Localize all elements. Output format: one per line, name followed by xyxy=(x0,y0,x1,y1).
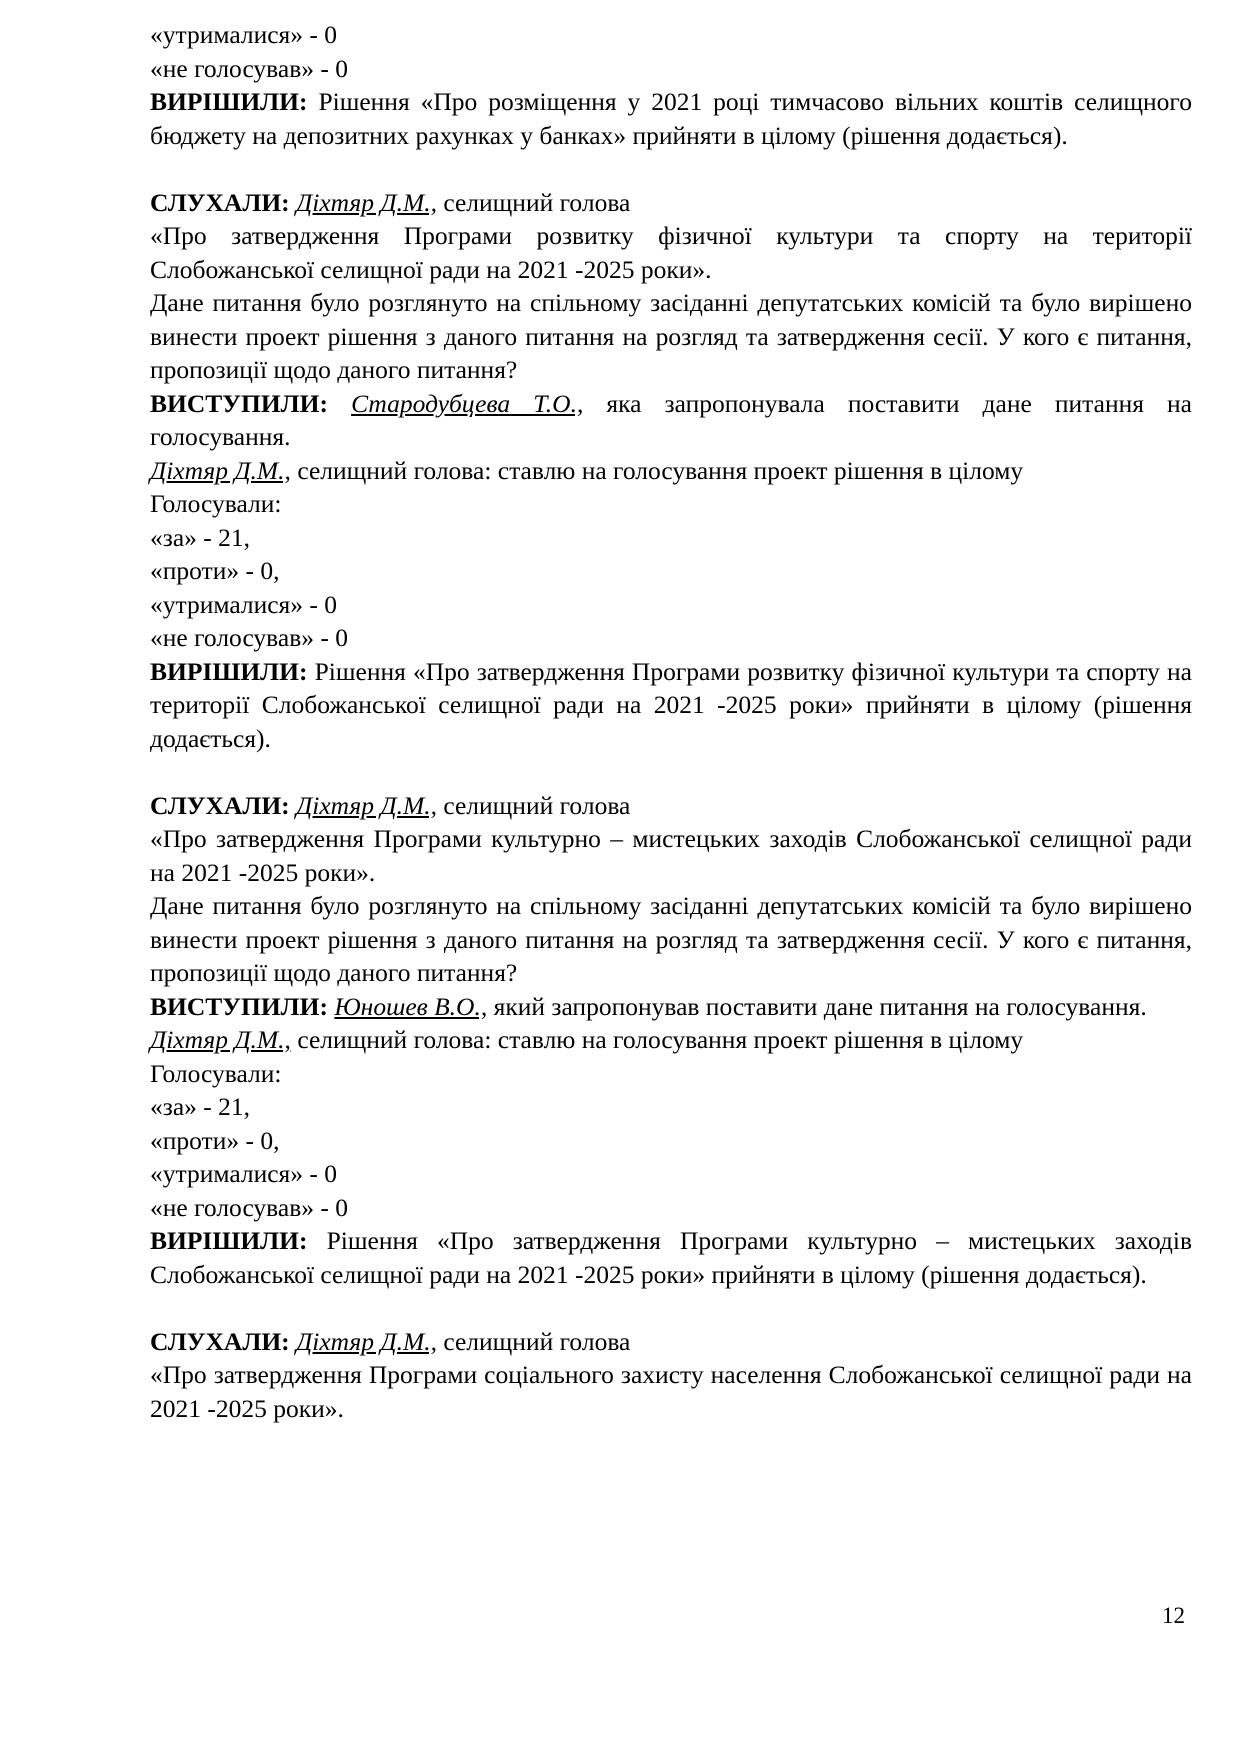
decision-text: Рішення «Про затвердження Програми розвитку фізичної культури та спорту на території Слобожанської селищної ради на 2021 -2025 роки» прийняти в цілому (рішення додається). xyxy=(150,656,1192,753)
heard-line xyxy=(150,789,1192,823)
speaker-role: селищний голова xyxy=(436,1326,631,1356)
chair-name: Діхтяр Д.М., xyxy=(150,1025,291,1054)
info-paragraph: Дане питання було розглянуто на спільному засіданні депутатських комісій та було вирішено винести проект рішення з даного питання на розгляд та затвердження сесії. У кого є питання, пропозиції щодо даного питання? xyxy=(150,288,1192,384)
voted-label: Голосували: xyxy=(150,489,282,518)
document-page xyxy=(150,18,1192,1425)
chair-text: селищний голова: ставлю на голосування проект рішення в цілому xyxy=(290,455,1024,485)
decision-paragraph xyxy=(150,85,1192,152)
section-gap xyxy=(150,152,1192,186)
decision-text: Рішення «Про затвердження Програми культурно – мистецьких заходів Слобожанської селищної ради на 2021 -2025 роки» прийняти в цілому (рішення додається). xyxy=(150,1226,1192,1289)
decision-paragraph xyxy=(150,1224,1192,1291)
vote-for-line: «за» - 21, xyxy=(150,1092,251,1121)
speaker-role: селищний голова xyxy=(436,790,631,820)
vote-not-voted-line: «не голосував» - 0 xyxy=(150,1192,348,1222)
spoke-text: яка запропонувала поставити дане питання на голосування. xyxy=(150,388,1193,451)
spoke-paragraph xyxy=(150,990,1192,1024)
heard-line xyxy=(150,1325,1192,1359)
vote-against-line: «проти» - 0, xyxy=(150,556,280,585)
heard-label: СЛУХАЛИ: xyxy=(150,790,290,820)
heard-label: СЛУХАЛИ: xyxy=(150,1326,290,1356)
spoke-label: ВИСТУПИЛИ: xyxy=(150,991,328,1021)
chair-line xyxy=(150,1023,1192,1057)
speaker-name: Діхтяр Д.М., xyxy=(296,187,437,217)
vote-for-line: «за» - 21, xyxy=(150,522,251,552)
decided-label: ВИРІШИЛИ: xyxy=(150,656,308,686)
section-gap xyxy=(150,1291,1192,1325)
vote-abstained-line: «утрималися» - 0 xyxy=(150,20,338,49)
speaker-name: Стародубцева Т.О., xyxy=(351,388,584,418)
heard-label: СЛУХАЛИ: xyxy=(150,187,290,217)
spoke-label: ВИСТУПИЛИ: xyxy=(150,388,328,418)
vote-against-line: «проти» - 0, xyxy=(150,1125,280,1155)
agenda-topic: «Про затвердження Програми розвитку фізичної культури та спорту на території Слобожанської селищної ради на 2021 -2025 роки». xyxy=(150,221,1192,284)
vote-not-voted-line: «не голосував» - 0 xyxy=(150,53,348,83)
agenda-topic: «Про затвердження Програми соціального захисту населення Слобожанської селищної ради на 2021 -2025 роки». xyxy=(150,1360,1192,1423)
spoke-text: який запропонував поставити дане питання на голосування. xyxy=(487,991,1147,1021)
speaker-role: селищний голова xyxy=(436,187,631,217)
decided-label: ВИРІШИЛИ: xyxy=(150,87,308,116)
decision-paragraph xyxy=(150,655,1192,756)
page-number: 12 xyxy=(1162,1603,1185,1628)
speaker-name: Юношев В.О., xyxy=(334,991,488,1021)
chair-text: селищний голова: ставлю на голосування проект рішення в цілому xyxy=(290,1025,1024,1054)
spoke-paragraph xyxy=(150,387,1192,454)
agenda-topic: «Про затвердження Програми культурно – мистецьких заходів Слобожанської селищної ради на 2021 -2025 роки». xyxy=(150,824,1192,887)
heard-line xyxy=(150,186,1192,220)
section-gap xyxy=(150,755,1192,789)
speaker-name: Діхтяр Д.М., xyxy=(296,790,437,820)
voted-label: Голосували: xyxy=(150,1058,282,1088)
decision-text: Рішення «Про розміщення у 2021 році тимчасово вільних коштів селищного бюджету на депозитних рахунках у банках» прийняти в цілому (рішення додається). xyxy=(150,87,1192,150)
chair-name: Діхтяр Д.М., xyxy=(150,455,291,485)
decided-label: ВИРІШИЛИ: xyxy=(150,1226,308,1255)
vote-abstained-line: «утрималися» - 0 xyxy=(150,1159,338,1188)
info-paragraph: Дане питання було розглянуто на спільному засіданні депутатських комісій та було вирішено винести проект рішення з даного питання на розгляд та затвердження сесії. У кого є питання, пропозиції щодо даного питання? xyxy=(150,891,1192,987)
vote-abstained-line: «утрималися» - 0 xyxy=(150,589,338,619)
speaker-name: Діхтяр Д.М., xyxy=(296,1326,437,1356)
vote-not-voted-line: «не голосував» - 0 xyxy=(150,623,348,652)
chair-line xyxy=(150,454,1192,488)
